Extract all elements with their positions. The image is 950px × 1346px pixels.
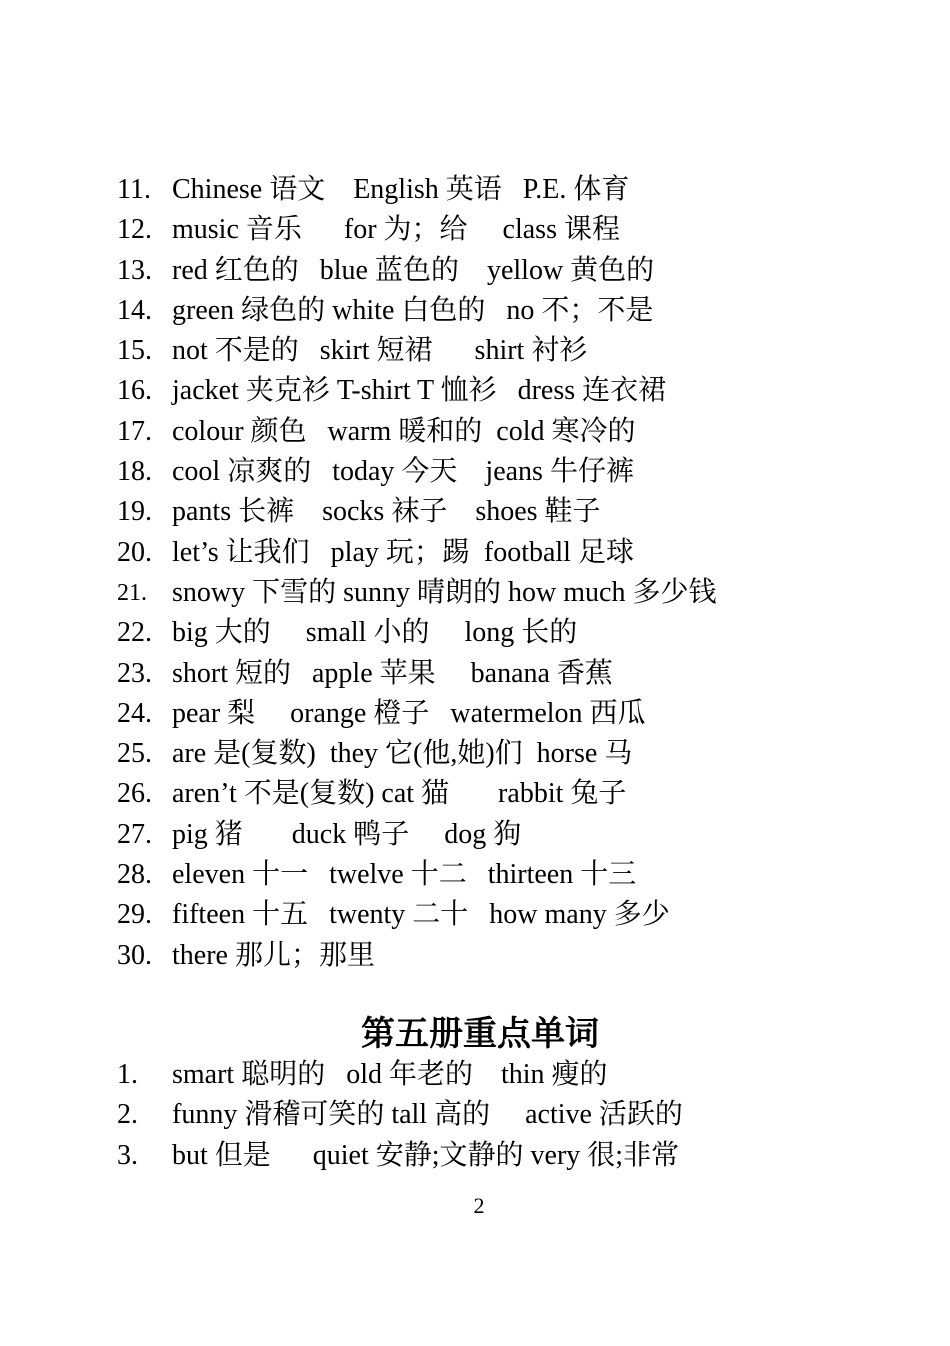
vocab-row xyxy=(0,492,950,532)
item-number: 30. xyxy=(117,939,152,971)
item-text: short 短的 apple 苹果 banana 香蕉 xyxy=(172,657,613,689)
item-text: fifteen 十五 twenty 二十 how many 多少 xyxy=(172,899,670,931)
item-text: but 但是 quiet 安静;文静的 very 很;非常 xyxy=(172,1139,680,1171)
item-text: there 那儿；那里 xyxy=(172,939,375,971)
item-text: Chinese 语文 English 英语 P.E. 体育 xyxy=(172,174,630,205)
item-text: cool 凉爽的 today 今天 jeans 牛仔裤 xyxy=(172,456,634,488)
item-number: 28. xyxy=(117,859,152,891)
item-number: 18. xyxy=(117,456,152,488)
item-number: 22. xyxy=(117,617,152,649)
vocab-row xyxy=(0,452,950,492)
item-number: 21. xyxy=(117,579,147,606)
vocab-row xyxy=(0,895,950,935)
vocab-row xyxy=(0,412,950,452)
item-text: funny 滑稽可笑的 tall 高的 active 活跃的 xyxy=(172,1099,683,1131)
vocab-row xyxy=(0,251,950,291)
item-number: 15. xyxy=(117,335,152,367)
vocab-row xyxy=(0,170,950,210)
item-text: are 是(复数) they 它(他,她)们 horse 马 xyxy=(172,738,633,770)
item-text: eleven 十一 twelve 十二 thirteen 十三 xyxy=(172,859,637,891)
item-text: big 大的 small 小的 long 长的 xyxy=(172,617,578,649)
item-number: 12. xyxy=(117,214,152,246)
vocab-list xyxy=(0,170,950,976)
item-text: green 绿色的 white 白色的 no 不；不是 xyxy=(172,294,654,326)
vocab-row xyxy=(0,613,950,653)
section-vocab-list xyxy=(0,1055,950,1176)
item-number: 27. xyxy=(117,818,152,850)
vocab-row xyxy=(0,331,950,371)
item-text: let’s 让我们 play 玩；踢 football 足球 xyxy=(172,536,634,568)
vocab-row xyxy=(0,855,950,895)
item-number: 13. xyxy=(117,254,152,286)
item-number: 3. xyxy=(117,1139,138,1171)
vocab-row xyxy=(0,815,950,855)
vocab-row xyxy=(0,533,950,573)
item-text: pig 猪 duck 鸭子 dog 狗 xyxy=(172,818,522,850)
item-number: 20. xyxy=(117,536,152,568)
vocab-row xyxy=(0,291,950,331)
vocab-row xyxy=(0,1055,950,1095)
item-number: 17. xyxy=(117,415,152,447)
item-number: 11. xyxy=(117,174,151,205)
item-text: pear 梨 orange 橙子 watermelon 西瓜 xyxy=(172,697,646,729)
vocab-row xyxy=(0,936,950,976)
item-number: 16. xyxy=(117,375,152,407)
vocab-row xyxy=(0,1095,950,1135)
item-number: 19. xyxy=(117,496,152,528)
vocab-row xyxy=(0,694,950,734)
vocab-row xyxy=(0,1136,950,1176)
item-text: snowy 下雪的 sunny 晴朗的 how much 多少钱 xyxy=(172,576,717,608)
section-title: 第五册重点单词 xyxy=(361,1016,599,1053)
item-text: red 红色的 blue 蓝色的 yellow 黄色的 xyxy=(172,254,655,286)
vocab-row xyxy=(0,734,950,774)
item-number: 2. xyxy=(117,1099,138,1131)
item-text: aren’t 不是(复数) cat 猫 rabbit 兔子 xyxy=(172,778,627,810)
item-number: 25. xyxy=(117,738,152,770)
item-text: colour 颜色 warm 暖和的 cold 寒冷的 xyxy=(172,415,636,447)
item-number: 26. xyxy=(117,778,152,810)
item-text: not 不是的 skirt 短裙 shirt 衬衫 xyxy=(172,335,588,367)
item-text: smart 聪明的 old 年老的 thin 瘦的 xyxy=(172,1059,608,1090)
page-number: 2 xyxy=(473,1193,485,1218)
vocab-row xyxy=(0,774,950,814)
item-number: 29. xyxy=(117,899,152,931)
item-number: 14. xyxy=(117,294,152,326)
vocab-row xyxy=(0,210,950,250)
item-text: pants 长裤 socks 袜子 shoes 鞋子 xyxy=(172,496,601,528)
item-text: music 音乐 for 为；给 class 课程 xyxy=(172,214,620,246)
vocab-row xyxy=(0,654,950,694)
item-text: jacket 夹克衫 T-shirt T 恤衫 dress 连衣裙 xyxy=(172,375,667,407)
item-number: 24. xyxy=(117,697,152,729)
item-number: 1. xyxy=(117,1059,138,1090)
vocab-row xyxy=(0,371,950,411)
item-number: 23. xyxy=(117,657,152,689)
vocab-row xyxy=(0,573,950,613)
